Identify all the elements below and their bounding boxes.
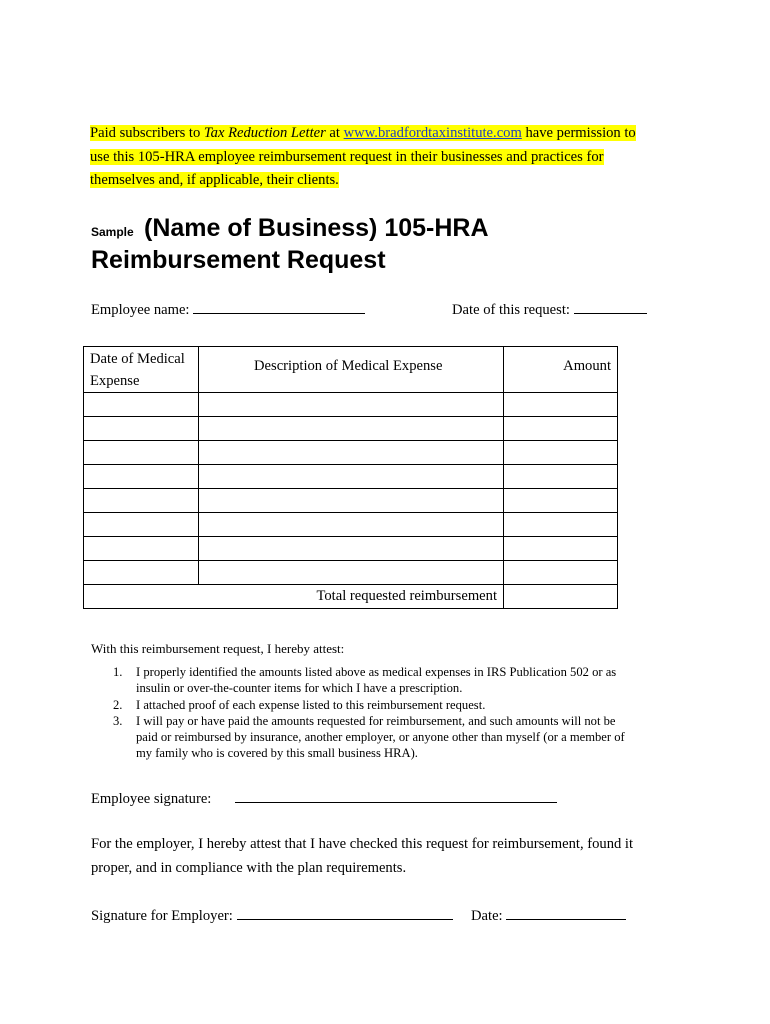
amount-cell[interactable] — [504, 417, 618, 441]
expense-table — [83, 346, 618, 609]
date-cell[interactable] — [84, 561, 199, 585]
header-description — [199, 347, 504, 393]
employer-attestation — [91, 833, 691, 880]
permission-notice — [90, 122, 690, 193]
form-title-line-1: (Name of Business) 105-HRA — [144, 214, 489, 242]
employer-signature-blank[interactable] — [237, 906, 453, 920]
total-label-cell — [84, 585, 504, 609]
employer-line-1: For the employer, I hereby attest that I have checked this request for reimbursement, found it — [91, 836, 634, 852]
item-text: my family who is covered by this small business HRA). — [136, 746, 418, 761]
employer-signature-label: Signature for Employer: — [91, 908, 233, 924]
amount-cell[interactable] — [504, 489, 618, 513]
item-text: paid or reimbursed by insurance, another employer, or anyone other than myself (or a member of — [136, 730, 625, 745]
date-cell[interactable] — [84, 537, 199, 561]
item-number: 1. — [113, 665, 123, 679]
description-cell[interactable] — [199, 513, 504, 537]
date-cell[interactable] — [84, 513, 199, 537]
amount-cell[interactable] — [504, 393, 618, 417]
employer-date-blank[interactable] — [506, 906, 626, 920]
notice-line-3: themselves and, if applicable, their clients. — [90, 172, 339, 188]
table-row[interactable] — [84, 441, 618, 465]
header-date-line-1: Date of Medical — [90, 351, 185, 367]
request-date-blank[interactable] — [574, 300, 647, 314]
employee-name-label: Employee name: — [91, 302, 190, 318]
employee-name-blank[interactable] — [193, 300, 365, 314]
date-cell[interactable] — [84, 393, 199, 417]
form-title-line-2: Reimbursement Request — [91, 246, 386, 274]
amount-cell[interactable] — [504, 561, 618, 585]
employee-name-field[interactable] — [91, 300, 365, 319]
table-row[interactable] — [84, 393, 618, 417]
header-date — [84, 347, 199, 393]
table-row[interactable] — [84, 489, 618, 513]
request-date-field[interactable] — [452, 300, 647, 319]
notice-suffix: have permission to — [521, 125, 636, 141]
total-row — [84, 585, 618, 609]
sample-label: Sample — [91, 225, 134, 239]
item-text: I will pay or have paid the amounts requested for reimbursement, and such amounts will not be — [136, 713, 616, 728]
attest-intro: With this reimbursement request, I hereby attest: — [91, 641, 345, 656]
table-row[interactable] — [84, 513, 618, 537]
date-cell[interactable] — [84, 417, 199, 441]
amount-cell[interactable] — [504, 513, 618, 537]
description-cell[interactable] — [199, 417, 504, 441]
description-cell[interactable] — [199, 441, 504, 465]
date-cell[interactable] — [84, 489, 199, 513]
item-number: 2. — [113, 697, 123, 712]
item-text: insulin or over-the-counter items for which I have a prescription. — [136, 681, 463, 696]
list-item — [91, 713, 681, 762]
notice-line-1 — [90, 125, 636, 141]
table-row[interactable] — [84, 561, 618, 585]
list-item — [91, 664, 681, 697]
description-cell[interactable] — [199, 393, 504, 417]
date-cell[interactable] — [84, 441, 199, 465]
attest-list — [91, 664, 681, 762]
description-cell[interactable] — [199, 561, 504, 585]
item-text: I attached proof of each expense listed to this reimbursement request. — [136, 697, 486, 712]
description-cell[interactable] — [199, 465, 504, 489]
item-text: I properly identified the amounts listed above as medical expenses in IRS Publication 502 or as — [136, 665, 617, 679]
table-header-row — [84, 347, 618, 393]
description-cell[interactable] — [199, 489, 504, 513]
employer-date-label: Date: — [471, 908, 503, 924]
amount-cell[interactable] — [504, 465, 618, 489]
header-date-line-2: Expense — [90, 373, 140, 389]
employee-signature-label: Employee signature: — [91, 791, 212, 807]
item-number: 3. — [113, 713, 123, 728]
description-cell[interactable] — [199, 537, 504, 561]
total-label: Total requested reimbursement — [316, 588, 497, 604]
table-row[interactable] — [84, 537, 618, 561]
publication-name: Tax Reduction Letter — [203, 125, 326, 141]
notice-at: at — [325, 125, 344, 141]
employee-signature-field[interactable] — [91, 789, 557, 808]
employee-signature-blank[interactable] — [235, 789, 557, 803]
notice-line-2: use this 105-HRA employee reimbursement request in their businesses and practices for — [90, 148, 604, 165]
amount-cell[interactable] — [504, 537, 618, 561]
request-date-label: Date of this request: — [452, 302, 570, 318]
header-description-text: Description of Medical Expense — [254, 358, 443, 374]
table-row[interactable] — [84, 465, 618, 489]
header-amount-text: Amount — [563, 358, 611, 374]
employer-line-2: proper, and in compliance with the plan requirements. — [91, 859, 407, 876]
website-link[interactable]: www.bradfordtaxinstitute.com — [343, 125, 522, 141]
employer-signature-field[interactable] — [91, 906, 453, 925]
total-amount-cell[interactable] — [504, 585, 618, 609]
date-cell[interactable] — [84, 465, 199, 489]
amount-cell[interactable] — [504, 441, 618, 465]
header-amount — [504, 347, 618, 393]
list-item — [91, 697, 681, 713]
table-row[interactable] — [84, 417, 618, 441]
notice-prefix: Paid subscribers to — [90, 125, 204, 141]
employer-date-field[interactable] — [471, 906, 626, 925]
